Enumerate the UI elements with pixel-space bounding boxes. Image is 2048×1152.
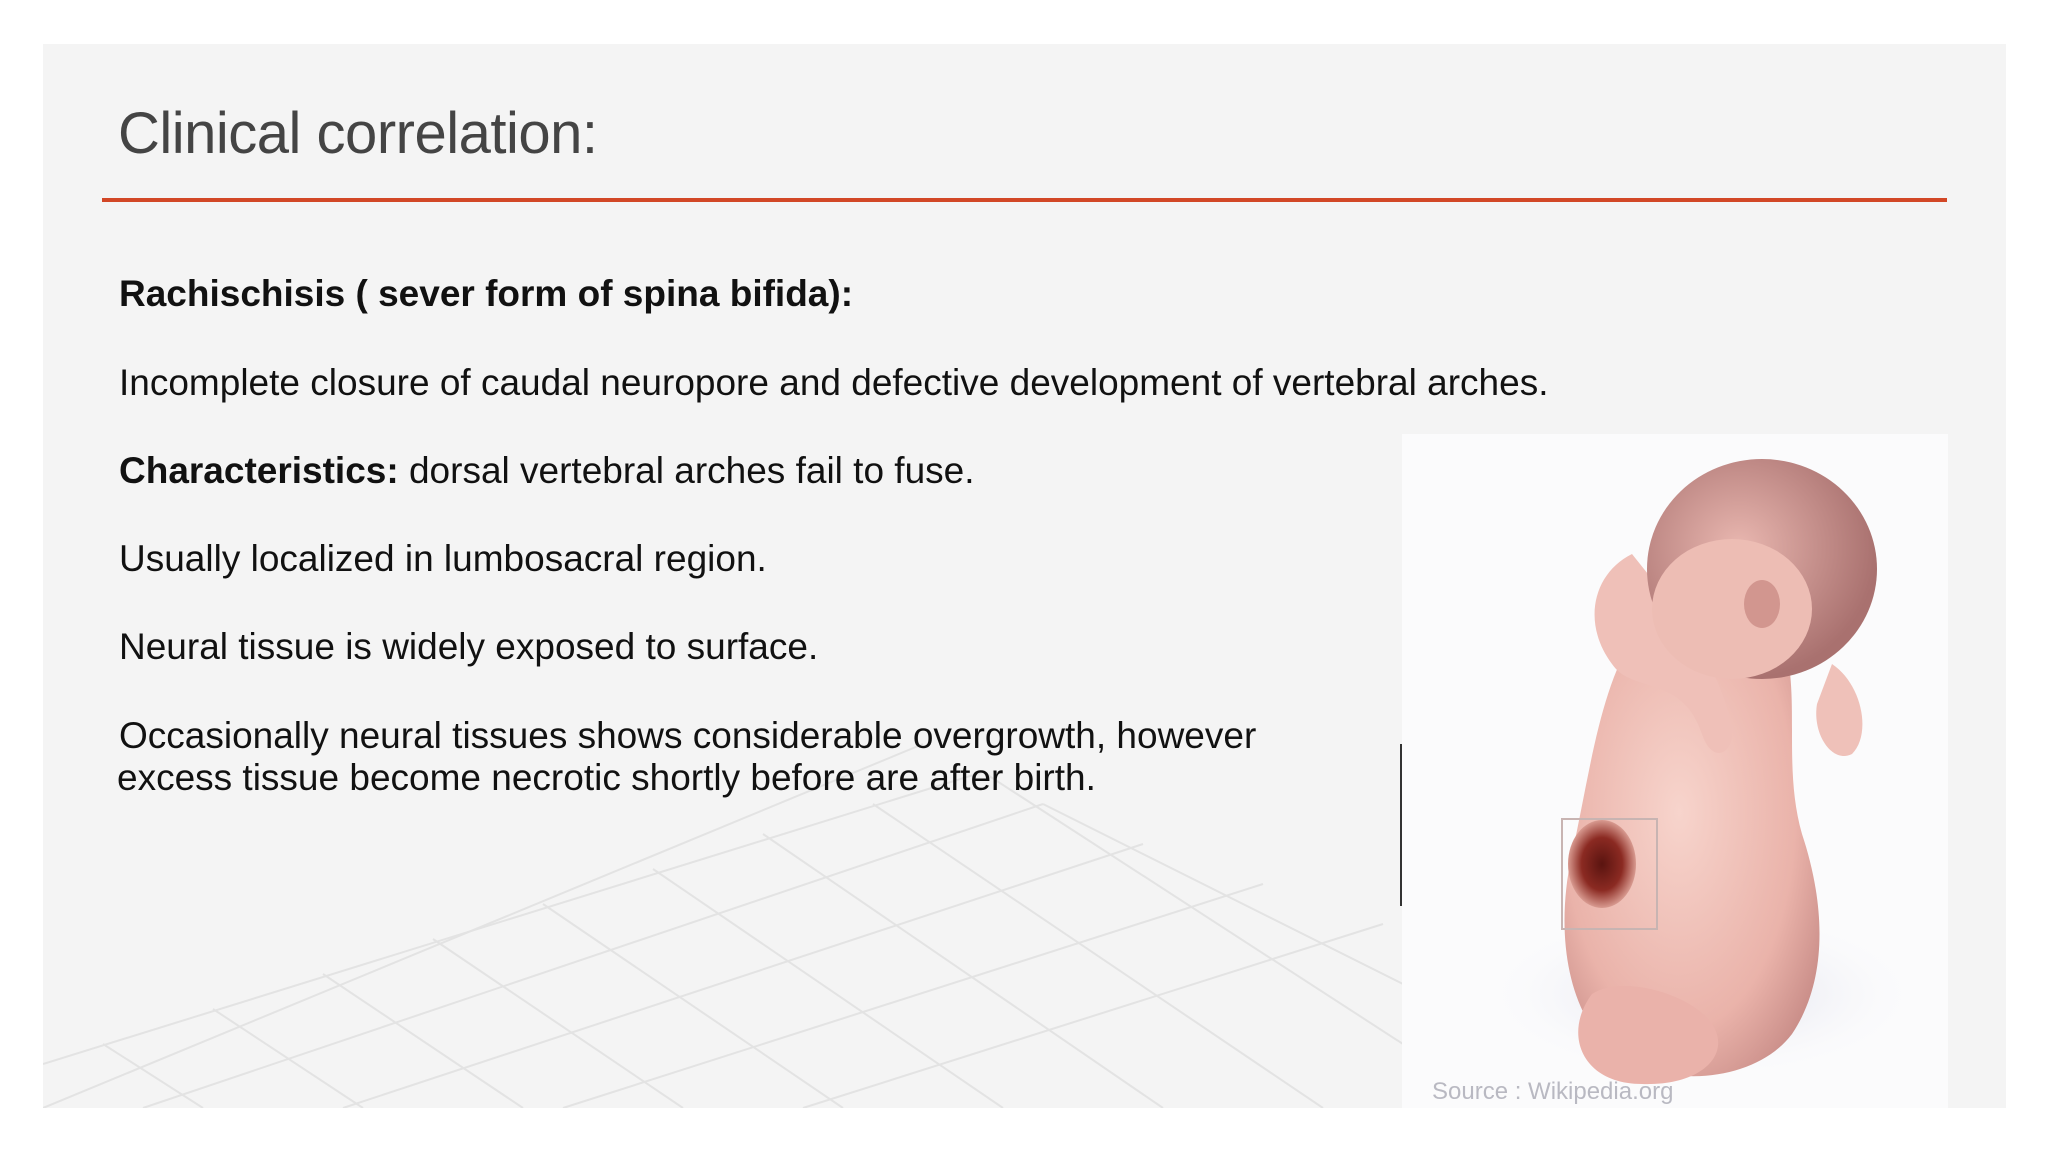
section-heading: Rachischisis ( sever form of spina bifida): (119, 273, 854, 314)
paragraph-overgrowth-line-1: Occasionally neural tissues shows considerable overgrowth, however (119, 715, 1257, 756)
paragraph-characteristics (119, 450, 975, 492)
paragraph-overgrowth-line-2: excess tissue become necrotic shortly before are after birth. (117, 757, 1096, 798)
title-underline (102, 198, 1947, 202)
paragraph-exposure: Neural tissue is widely exposed to surface. (119, 626, 819, 667)
image-source-caption: Source : Wikipedia.org (1432, 1078, 1674, 1105)
infant-spina-bifida-icon (1402, 434, 1948, 1108)
paragraph-location: Usually localized in lumbosacral region. (119, 538, 767, 579)
infant-illustration (1402, 434, 1948, 1108)
slide-title: Clinical correlation: (118, 101, 598, 166)
characteristics-label: Characteristics: (119, 450, 399, 491)
characteristics-text: dorsal vertebral arches fail to fuse. (398, 450, 975, 491)
paragraph-closure: Incomplete closure of caudal neuropore and defective development of vertebral arches. (119, 362, 1549, 403)
slide (43, 44, 2006, 1108)
